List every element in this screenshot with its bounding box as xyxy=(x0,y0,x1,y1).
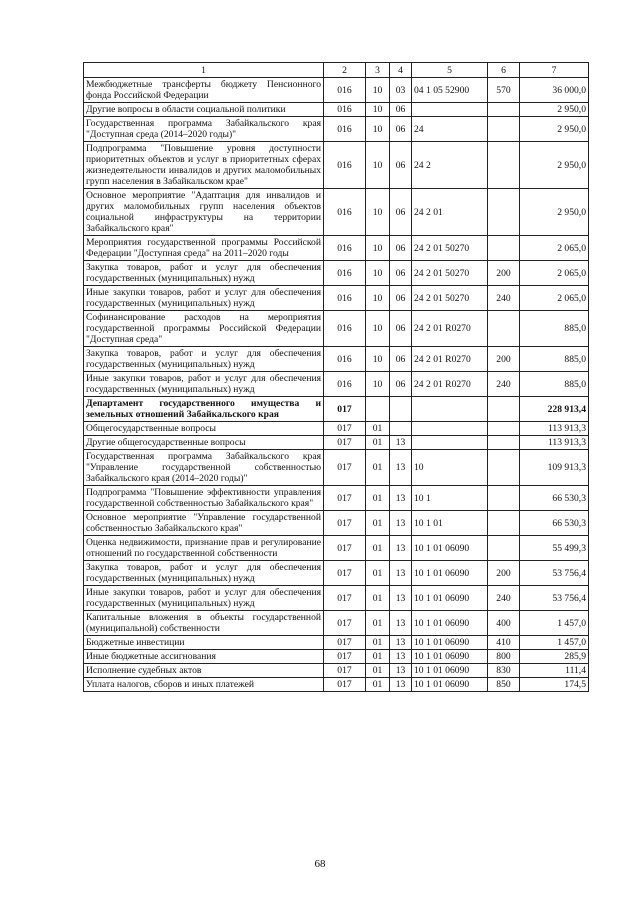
target-article-cell xyxy=(412,436,488,450)
header-row xyxy=(84,63,589,78)
ministry-code-cell: 016 xyxy=(324,236,366,261)
subsection-code-cell: 13 xyxy=(390,664,412,678)
amount-cell: 109 913,3 xyxy=(520,450,589,486)
target-article-cell: 10 xyxy=(412,450,488,486)
ministry-code-cell: 017 xyxy=(324,450,366,486)
header-cell: 1 xyxy=(84,63,324,78)
section-code-cell: 01 xyxy=(366,486,390,511)
table-row xyxy=(84,189,589,236)
subsection-code-cell: 06 xyxy=(390,103,412,117)
table-row xyxy=(84,678,589,692)
target-article-cell: 10 1 01 06090 xyxy=(412,678,488,692)
amount-cell: 2 065,0 xyxy=(520,286,589,311)
ministry-code-cell: 017 xyxy=(324,664,366,678)
expense-name-cell: Капитальные вложения в объекты государственной (муниципальной) собственности xyxy=(84,611,324,636)
amount-cell: 36 000,0 xyxy=(520,78,589,103)
target-article-cell: 24 2 01 50270 xyxy=(412,236,488,261)
subsection-code-cell: 06 xyxy=(390,286,412,311)
ministry-code-cell: 016 xyxy=(324,311,366,347)
amount-cell: 66 530,3 xyxy=(520,486,589,511)
subsection-code-cell: 13 xyxy=(390,678,412,692)
target-article-cell xyxy=(412,103,488,117)
target-article-cell: 10 1 01 06090 xyxy=(412,636,488,650)
subsection-code-cell: 06 xyxy=(390,117,412,142)
ministry-code-cell: 017 xyxy=(324,586,366,611)
ministry-code-cell: 017 xyxy=(324,561,366,586)
expense-name-cell: Подпрограмма "Повышение уровня доступности приоритетных объектов и услуг в приоритетных сферах жизнедеятельности инвалидов и других маломобильных групп населения в Забайкальском крае" xyxy=(84,142,324,189)
amount-cell: 53 756,4 xyxy=(520,561,589,586)
expense-type-cell xyxy=(488,189,520,236)
target-article-cell: 24 2 01 50270 xyxy=(412,286,488,311)
ministry-code-cell: 016 xyxy=(324,261,366,286)
target-article-cell: 10 1 01 06090 xyxy=(412,650,488,664)
header-cell: 2 xyxy=(324,63,366,78)
expense-name-cell: Исполнение судебных актов xyxy=(84,664,324,678)
ministry-code-cell: 016 xyxy=(324,78,366,103)
table-row xyxy=(84,78,589,103)
expense-name-cell: Основное мероприятие "Управление государственной собственностью Забайкальского края" xyxy=(84,511,324,536)
amount-cell: 885,0 xyxy=(520,372,589,397)
expense-type-cell xyxy=(488,397,520,422)
amount-cell: 113 913,3 xyxy=(520,436,589,450)
amount-cell: 66 530,3 xyxy=(520,511,589,536)
target-article-cell: 10 1 01 06090 xyxy=(412,586,488,611)
subsection-code-cell: 13 xyxy=(390,511,412,536)
section-code-cell: 10 xyxy=(366,372,390,397)
amount-cell: 1 457,0 xyxy=(520,636,589,650)
subsection-code-cell: 13 xyxy=(390,436,412,450)
expense-name-cell: Общегосударственные вопросы xyxy=(84,422,324,436)
expense-name-cell: Другие общегосударственные вопросы xyxy=(84,436,324,450)
target-article-cell: 24 2 01 xyxy=(412,189,488,236)
table-row xyxy=(84,650,589,664)
table-row xyxy=(84,436,589,450)
amount-cell: 885,0 xyxy=(520,311,589,347)
section-code-cell: 10 xyxy=(366,78,390,103)
table-row xyxy=(84,311,589,347)
expense-type-cell: 850 xyxy=(488,678,520,692)
ministry-code-cell: 016 xyxy=(324,103,366,117)
budget-table xyxy=(83,62,589,692)
section-code-cell: 10 xyxy=(366,286,390,311)
subsection-code-cell: 06 xyxy=(390,347,412,372)
section-code-cell: 01 xyxy=(366,650,390,664)
ministry-code-cell: 016 xyxy=(324,347,366,372)
expense-name-cell: Оценка недвижимости, признание прав и регулирование отношений по государственной собственности xyxy=(84,536,324,561)
expense-name-cell: Иные закупки товаров, работ и услуг для обеспечения государственных (муниципальных) нужд xyxy=(84,586,324,611)
section-code-cell: 01 xyxy=(366,586,390,611)
ministry-code-cell: 017 xyxy=(324,511,366,536)
target-article-cell: 04 1 05 52900 xyxy=(412,78,488,103)
expense-type-cell: 830 xyxy=(488,664,520,678)
expense-name-cell: Закупка товаров, работ и услуг для обеспечения государственных (муниципальных) нужд xyxy=(84,261,324,286)
amount-cell: 113 913,3 xyxy=(520,422,589,436)
table-row xyxy=(84,536,589,561)
expense-type-cell: 240 xyxy=(488,586,520,611)
expense-type-cell: 410 xyxy=(488,636,520,650)
target-article-cell xyxy=(412,422,488,436)
table-row xyxy=(84,142,589,189)
ministry-code-cell: 017 xyxy=(324,678,366,692)
ministry-code-cell: 017 xyxy=(324,611,366,636)
ministry-code-cell: 017 xyxy=(324,397,366,422)
ministry-code-cell: 016 xyxy=(324,117,366,142)
subsection-code-cell xyxy=(390,397,412,422)
table-row xyxy=(84,397,589,422)
expense-name-cell: Иные закупки товаров, работ и услуг для обеспечения государственных (муниципальных) нужд xyxy=(84,286,324,311)
section-code-cell: 10 xyxy=(366,347,390,372)
expense-type-cell xyxy=(488,511,520,536)
expense-type-cell: 570 xyxy=(488,78,520,103)
expense-type-cell: 240 xyxy=(488,286,520,311)
amount-cell: 174,5 xyxy=(520,678,589,692)
table-row xyxy=(84,486,589,511)
subsection-code-cell: 13 xyxy=(390,536,412,561)
target-article-cell: 24 xyxy=(412,117,488,142)
table-row xyxy=(84,261,589,286)
expense-type-cell: 200 xyxy=(488,261,520,286)
section-code-cell: 01 xyxy=(366,450,390,486)
section-code-cell: 10 xyxy=(366,261,390,286)
expense-name-cell: Иные бюджетные ассигнования xyxy=(84,650,324,664)
section-code-cell: 10 xyxy=(366,142,390,189)
expense-name-cell: Закупка товаров, работ и услуг для обеспечения государственных (муниципальных) нужд xyxy=(84,561,324,586)
amount-cell: 228 913,4 xyxy=(520,397,589,422)
table-header xyxy=(84,63,589,78)
ministry-code-cell: 016 xyxy=(324,142,366,189)
expense-name-cell: Иные закупки товаров, работ и услуг для обеспечения государственных (муниципальных) нужд xyxy=(84,372,324,397)
expense-type-cell xyxy=(488,450,520,486)
amount-cell: 2 065,0 xyxy=(520,261,589,286)
subsection-code-cell: 13 xyxy=(390,561,412,586)
subsection-code-cell: 06 xyxy=(390,311,412,347)
amount-cell: 2 950,0 xyxy=(520,103,589,117)
section-code-cell: 01 xyxy=(366,511,390,536)
header-cell: 4 xyxy=(390,63,412,78)
section-code-cell: 01 xyxy=(366,664,390,678)
expense-name-cell: Бюджетные инвестиции xyxy=(84,636,324,650)
target-article-cell: 24 2 01 R0270 xyxy=(412,347,488,372)
ministry-code-cell: 017 xyxy=(324,486,366,511)
amount-cell: 55 499,3 xyxy=(520,536,589,561)
expense-type-cell xyxy=(488,142,520,189)
expense-name-cell: Государственная программа Забайкальского края "Доступная среда (2014–2020 годы)" xyxy=(84,117,324,142)
amount-cell: 2 950,0 xyxy=(520,189,589,236)
table-row xyxy=(84,611,589,636)
target-article-cell: 24 2 01 R0270 xyxy=(412,311,488,347)
expense-name-cell: Межбюджетные трансферты бюджету Пенсионного фонда Российской Федерации xyxy=(84,78,324,103)
amount-cell: 2 950,0 xyxy=(520,117,589,142)
amount-cell: 2 950,0 xyxy=(520,142,589,189)
section-code-cell: 01 xyxy=(366,436,390,450)
section-code-cell xyxy=(366,397,390,422)
expense-type-cell: 240 xyxy=(488,372,520,397)
table-body xyxy=(84,78,589,692)
amount-cell: 885,0 xyxy=(520,347,589,372)
expense-type-cell xyxy=(488,536,520,561)
subsection-code-cell: 03 xyxy=(390,78,412,103)
expense-type-cell xyxy=(488,436,520,450)
section-code-cell: 10 xyxy=(366,117,390,142)
section-code-cell: 10 xyxy=(366,236,390,261)
expense-type-cell: 400 xyxy=(488,611,520,636)
expense-name-cell: Мероприятия государственной программы Российской Федерации "Доступная среда" на 2011–2020 годы xyxy=(84,236,324,261)
page-number: 68 xyxy=(314,858,326,870)
table-row xyxy=(84,664,589,678)
table-row xyxy=(84,586,589,611)
ministry-code-cell: 016 xyxy=(324,372,366,397)
ministry-code-cell: 017 xyxy=(324,636,366,650)
table-row xyxy=(84,372,589,397)
section-code-cell: 10 xyxy=(366,311,390,347)
expense-type-cell xyxy=(488,486,520,511)
expense-name-cell: Уплата налогов, сборов и иных платежей xyxy=(84,678,324,692)
section-code-cell: 10 xyxy=(366,189,390,236)
header-cell: 3 xyxy=(366,63,390,78)
ministry-code-cell: 017 xyxy=(324,422,366,436)
header-cell: 6 xyxy=(488,63,520,78)
target-article-cell: 10 1 01 xyxy=(412,511,488,536)
expense-name-cell: Основное мероприятие "Адаптация для инвалидов и других маломобильных групп населения объектов социальной инфраструктуры на территории Забайкальского края" xyxy=(84,189,324,236)
subsection-code-cell: 13 xyxy=(390,611,412,636)
table-row xyxy=(84,450,589,486)
amount-cell: 2 065,0 xyxy=(520,236,589,261)
expense-type-cell: 200 xyxy=(488,347,520,372)
subsection-code-cell: 13 xyxy=(390,636,412,650)
section-code-cell: 01 xyxy=(366,678,390,692)
expense-name-cell: Государственная программа Забайкальского края "Управление государственной собственностью Забайкальского края (2014–2020 годы)" xyxy=(84,450,324,486)
expense-type-cell: 800 xyxy=(488,650,520,664)
section-code-cell: 01 xyxy=(366,422,390,436)
expense-name-cell: Подпрограмма "Повышение эффективности управления государственной собственностью Забайкальского края" xyxy=(84,486,324,511)
table-row xyxy=(84,236,589,261)
target-article-cell: 10 1 xyxy=(412,486,488,511)
table-row xyxy=(84,511,589,536)
ministry-code-cell: 016 xyxy=(324,286,366,311)
subsection-code-cell: 06 xyxy=(390,372,412,397)
table-row xyxy=(84,347,589,372)
expense-type-cell xyxy=(488,236,520,261)
table-row xyxy=(84,422,589,436)
table-row xyxy=(84,561,589,586)
section-code-cell: 01 xyxy=(366,611,390,636)
expense-name-cell: Департамент государственного имущества и земельных отношений Забайкальского края xyxy=(84,397,324,422)
ministry-code-cell: 017 xyxy=(324,536,366,561)
ministry-code-cell: 016 xyxy=(324,189,366,236)
subsection-code-cell: 13 xyxy=(390,650,412,664)
subsection-code-cell: 06 xyxy=(390,189,412,236)
amount-cell: 285,9 xyxy=(520,650,589,664)
header-cell: 5 xyxy=(412,63,488,78)
table-row xyxy=(84,117,589,142)
target-article-cell: 10 1 01 06090 xyxy=(412,664,488,678)
table-row xyxy=(84,286,589,311)
target-article-cell: 10 1 01 06090 xyxy=(412,561,488,586)
table-row xyxy=(84,103,589,117)
subsection-code-cell: 13 xyxy=(390,586,412,611)
subsection-code-cell xyxy=(390,422,412,436)
expense-type-cell xyxy=(488,311,520,347)
target-article-cell: 10 1 01 06090 xyxy=(412,536,488,561)
table-row xyxy=(84,636,589,650)
expense-type-cell xyxy=(488,422,520,436)
expense-type-cell: 200 xyxy=(488,561,520,586)
expense-name-cell: Софинансирование расходов на мероприятия государственной программы Российской Федерации "Доступная среда" xyxy=(84,311,324,347)
header-cell: 7 xyxy=(520,63,589,78)
ministry-code-cell: 017 xyxy=(324,650,366,664)
section-code-cell: 01 xyxy=(366,636,390,650)
section-code-cell: 10 xyxy=(366,103,390,117)
target-article-cell: 10 1 01 06090 xyxy=(412,611,488,636)
expense-type-cell xyxy=(488,117,520,142)
section-code-cell: 01 xyxy=(366,561,390,586)
expense-name-cell: Закупка товаров, работ и услуг для обеспечения государственных (муниципальных) нужд xyxy=(84,347,324,372)
amount-cell: 111,4 xyxy=(520,664,589,678)
target-article-cell xyxy=(412,397,488,422)
subsection-code-cell: 13 xyxy=(390,450,412,486)
target-article-cell: 24 2 xyxy=(412,142,488,189)
expense-name-cell: Другие вопросы в области социальной политики xyxy=(84,103,324,117)
ministry-code-cell: 017 xyxy=(324,436,366,450)
section-code-cell: 01 xyxy=(366,536,390,561)
subsection-code-cell: 06 xyxy=(390,261,412,286)
amount-cell: 1 457,0 xyxy=(520,611,589,636)
target-article-cell: 24 2 01 50270 xyxy=(412,261,488,286)
subsection-code-cell: 06 xyxy=(390,236,412,261)
expense-type-cell xyxy=(488,103,520,117)
subsection-code-cell: 06 xyxy=(390,142,412,189)
target-article-cell: 24 2 01 R0270 xyxy=(412,372,488,397)
subsection-code-cell: 13 xyxy=(390,486,412,511)
amount-cell: 53 756,4 xyxy=(520,586,589,611)
